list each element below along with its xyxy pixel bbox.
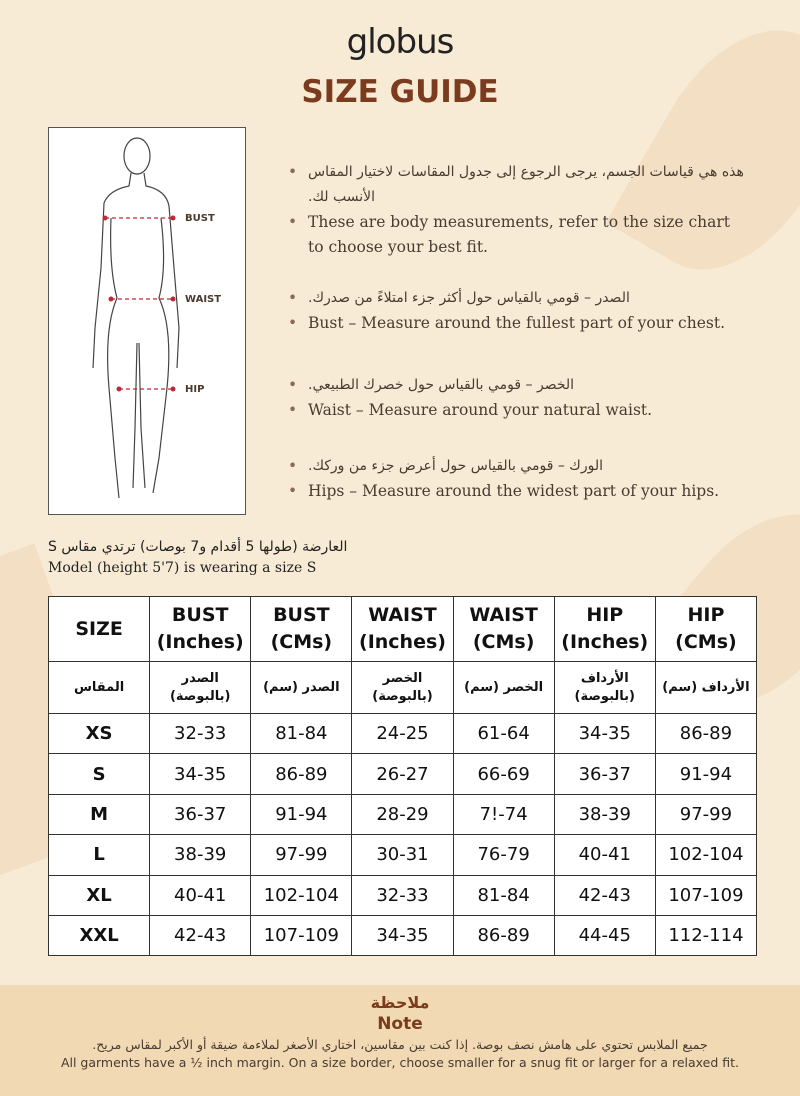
note-title-ar: ملاحظة — [370, 993, 430, 1012]
column-header — [150, 597, 251, 662]
column-header — [49, 597, 150, 662]
measurement-cell: 86-89 — [251, 754, 352, 794]
column-header-text: HIP — [687, 604, 725, 626]
measurement-cell: 40-41 — [150, 875, 251, 915]
column-header-ar: المقاس — [49, 662, 150, 714]
bust-label: BUST — [185, 213, 215, 224]
measurement-cell: 32-33 — [352, 875, 453, 915]
column-header-text: WAIST — [469, 604, 538, 626]
bullet-group: • هذه هي قياسات الجسم، يرجى الرجوع إلى جدول المقاسات لاختيار المقاس الأنسب لك. • These are body measurements, refer to the size chart to choose your best fit. — [288, 160, 748, 260]
bullet-text-en: Hips – Measure around the widest part of your hips. — [308, 482, 720, 500]
size-cell: XL — [49, 875, 150, 915]
column-header-ar: الأرداف (سم) — [655, 662, 756, 714]
model-info-en: Model (height 5'7) is wearing a size S — [48, 560, 317, 576]
measurement-cell: 86-89 — [453, 915, 554, 955]
measurement-cell: 40-41 — [554, 835, 655, 875]
column-header-ar: الصدر (سم) — [251, 662, 352, 714]
column-header-text: BUST — [171, 604, 229, 626]
column-header-text: (Inches) — [561, 631, 649, 653]
bullet-group: • الصدر – قومي بالقياس حول أكثر جزء امتلاءً من صدرك. • Bust – Measure around the fullest part of your chest. — [288, 286, 748, 336]
measurement-cell: 102-104 — [251, 875, 352, 915]
column-header-text: (Inches) — [156, 631, 244, 653]
column-header — [655, 597, 756, 662]
measurement-cell: 26-27 — [352, 754, 453, 794]
bullet-group: • الورك – قومي بالقياس حول أعرض جزء من وركك. • Hips – Measure around the widest part of your hips. — [288, 454, 748, 504]
bullet-text-en: Bust – Measure around the fullest part of your chest. — [308, 314, 725, 332]
measurement-cell: 102-104 — [655, 835, 756, 875]
column-header-ar: الأرداف (بالبوصة) — [554, 662, 655, 714]
measurement-cell: 86-89 — [655, 714, 756, 754]
bullet-text-ar: الخصر – قومي بالقياس حول خصرك الطبيعي. — [308, 377, 575, 393]
column-header-text: (CMs) — [472, 631, 535, 653]
table-row — [49, 915, 757, 955]
column-header-text: (CMs) — [675, 631, 737, 653]
model-info-ar: العارضة (طولها 5 أقدام و7 بوصات) ترتدي مقاس S — [48, 539, 348, 555]
measurement-cell: 61-64 — [453, 714, 554, 754]
measurement-cell: 32-33 — [150, 714, 251, 754]
column-header-text: BUST — [273, 604, 330, 626]
measurement-cell: 97-99 — [251, 835, 352, 875]
column-header-ar: الصدر (بالبوصة) — [150, 662, 251, 714]
measurement-cell: 24-25 — [352, 714, 453, 754]
bullet-text-en: These are body measurements, refer to the size chart to choose your best fit. — [308, 213, 731, 256]
table-row — [49, 714, 757, 754]
measurement-cell: 38-39 — [554, 794, 655, 834]
column-header-ar: الخصر (بالبوصة) — [352, 662, 453, 714]
column-header-ar: الخصر (سم) — [453, 662, 554, 714]
model-info — [48, 537, 358, 579]
note-text-ar: جميع الملابس تحتوي على هامش نصف بوصة. إذا كنت بين مقاسين، اختاري الأصغر لملاءمة ضيقة أو الأكبر لمقاس مريح. — [92, 1037, 708, 1052]
body-measurement-figure — [48, 127, 246, 515]
size-cell: XXL — [49, 915, 150, 955]
page-title: SIZE GUIDE — [301, 74, 499, 110]
measurement-cell: 34-35 — [554, 714, 655, 754]
table-row — [49, 794, 757, 834]
measurement-cell: 28-29 — [352, 794, 453, 834]
size-cell: S — [49, 754, 150, 794]
measurement-cell: 107-109 — [251, 915, 352, 955]
note-section — [0, 985, 800, 1096]
size-chart-table — [48, 596, 757, 956]
bullet-text-ar: الصدر – قومي بالقياس حول أكثر جزء امتلاءً من صدرك. — [308, 290, 630, 306]
table-row — [49, 875, 757, 915]
brand-logo: globus — [346, 22, 454, 62]
size-cell: XS — [49, 714, 150, 754]
measurement-cell: 34-35 — [150, 754, 251, 794]
measurement-cell: 44-45 — [554, 915, 655, 955]
column-header-text: SIZE — [75, 617, 123, 640]
measurement-cell: 34-35 — [352, 915, 453, 955]
column-header-text: (CMs) — [270, 631, 333, 653]
measurement-cell: 91-94 — [655, 754, 756, 794]
column-header — [251, 597, 352, 662]
bullet-group: • الخصر – قومي بالقياس حول خصرك الطبيعي. • Waist – Measure around your natural waist. — [288, 373, 748, 423]
header-row — [49, 597, 757, 662]
measurement-cell: 81-84 — [251, 714, 352, 754]
note-text: All garments have a ½ inch margin. On a size border, choose smaller for a snug fit or larger for a relaxed fit. — [60, 1055, 740, 1070]
measurement-cell: 66-69 — [453, 754, 554, 794]
measurement-cell: 36-37 — [554, 754, 655, 794]
bullet-text-ar: هذه هي قياسات الجسم، يرجى الرجوع إلى جدول المقاسات لاختيار المقاس الأنسب لك. — [308, 164, 744, 205]
measurement-cell: 91-94 — [251, 794, 352, 834]
note-title: Note — [377, 1014, 423, 1034]
arabic-header-row — [49, 662, 757, 714]
measurement-cell: 7!-74 — [453, 794, 554, 834]
column-header — [352, 597, 453, 662]
measurement-cell: 42-43 — [150, 915, 251, 955]
measurement-cell: 112-114 — [655, 915, 756, 955]
body-outline-illustration — [49, 128, 247, 516]
waist-label: WAIST — [185, 294, 222, 305]
column-header-text: HIP — [586, 604, 624, 626]
hip-label: HIP — [185, 384, 205, 395]
measurement-cell: 107-109 — [655, 875, 756, 915]
measurement-cell: 30-31 — [352, 835, 453, 875]
measurement-cell: 38-39 — [150, 835, 251, 875]
bullet-text-en: Waist – Measure around your natural waist. — [308, 401, 653, 419]
bullet-text-ar: الورك – قومي بالقياس حول أعرض جزء من وركك. — [308, 458, 603, 474]
measurement-cell: 76-79 — [453, 835, 554, 875]
measurement-cell: 36-37 — [150, 794, 251, 834]
column-header-text: WAIST — [368, 604, 437, 626]
column-header-text: (Inches) — [359, 631, 446, 653]
measurement-cell: 42-43 — [554, 875, 655, 915]
column-header — [554, 597, 655, 662]
measurement-cell: 97-99 — [655, 794, 756, 834]
measurement-cell: 81-84 — [453, 875, 554, 915]
table-row — [49, 754, 757, 794]
column-header — [453, 597, 554, 662]
size-cell: M — [49, 794, 150, 834]
table-row — [49, 835, 757, 875]
size-cell: L — [49, 835, 150, 875]
